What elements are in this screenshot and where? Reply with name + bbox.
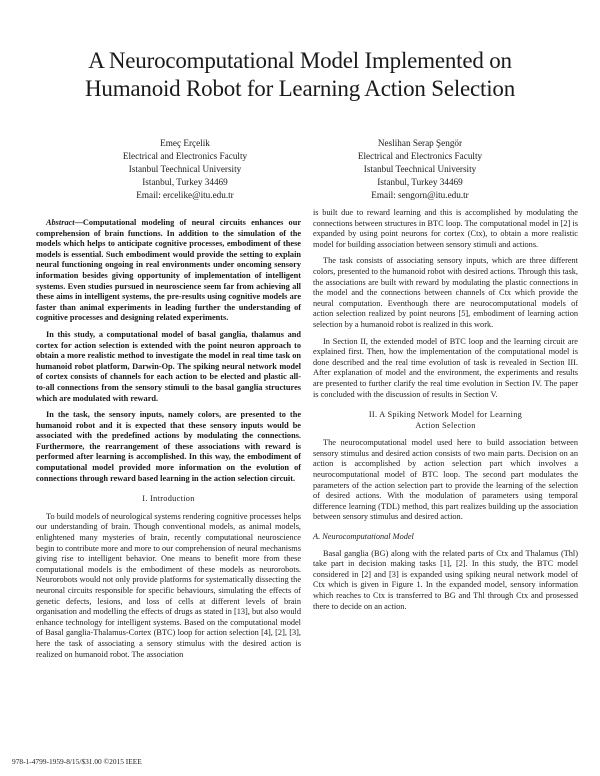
abstract-paragraph-1 <box>36 218 301 324</box>
author-email: Email: ercelike@itu.edu.tr <box>136 190 234 200</box>
author-affiliation: Electrical and Electronics Faculty <box>122 151 248 161</box>
author-block-1 <box>80 137 290 202</box>
right-column <box>313 208 578 612</box>
author-block-2 <box>315 137 525 202</box>
model-paragraph-1: The neurocomputational model used here to build association between sensory stimulus and desired action consists of two main parts. Decision on an action is accomplished by action selection part which involves a neurocomputational model of BTC loop. The second part modulates the parameters of the action selection part to provide the learning of the selection of desired actions. With the modulation of parameters using temporal difference learning (TDL) method, this part realizes building up the association between sensory stimulus and desired action. <box>313 438 578 522</box>
section-heading-line-2: Action Selection <box>415 420 476 430</box>
abstract-paragraph-3: In the task, the sensory inputs, namely colors, are presented to the humanoid robot and it is expected that these sensory inputs would be associated with the predefined actions by modulating the connections. Furthermore, the rearrangement of these associations with reward is performed after learning is accomplished. In this way, the embodiment of computational model provided more information on the evolution of connections through reward based learning in the action selection circuit. <box>36 410 301 483</box>
author-name: Emeç Erçelik <box>160 138 210 148</box>
author-name: Neslihan Serap Şengör <box>377 138 463 148</box>
author-city: Istanbul, Turkey 34469 <box>377 177 463 187</box>
author-university: Istanbul Teechnical University <box>363 164 477 174</box>
intro-paragraph-2: is built due to reward learning and this is accomplished by modulating the connections between structures in BTC loop. The computational model in [2] is expanded by using point neurons for cortex (Ctx), to obtain a more realistic model for building association between sensory stimuli and actions. <box>313 208 578 249</box>
abstract-paragraph-2: In this study, a computational model of basal ganglia, thalamus and cortex for action selection is extended with the point neuron approach to obtain a more realistic method to investigate the model in real time task on humanoid robot platform, Darwin-Op. The spiking neural network model of cortex consists of channels for each action to be elected and plastic all-to-all connections from the sensory stimuli to the basal ganglia structures which are modulated with reward. <box>36 329 301 403</box>
copyright-footer: 978-1-4799-1959-8/15/$31.00 ©2015 IEEE <box>12 757 142 766</box>
author-email: Email: sengorn@itu.edu.tr <box>371 190 469 200</box>
author-affiliation: Electrical and Electronics Faculty <box>357 151 483 161</box>
abstract-lead: Abstract <box>46 218 75 227</box>
section-heading-model <box>313 410 578 431</box>
section-heading-line-1: II. A Spiking Network Model for Learning <box>368 410 523 420</box>
left-column <box>36 218 301 660</box>
author-city: Istanbul, Turkey 34469 <box>142 177 228 187</box>
model-paragraph-2: Basal ganglia (BG) along with the related parts of Ctx and Thalamus (Thl) take part in decision making tasks [1], [2]. In this study, the BTC model considered in [2] and [3] is expanded using spiking neural network model of Ctx which is given in Figure 1. In the expanded model, sensory information which reaches to Ctx is transferred to BG and Thl through Ctx and prosessed there to decide on an action. <box>313 548 578 611</box>
intro-paragraph-3: The task consists of associating sensory inputs, which are three different colors, presented to the humanoid robot with desired actions. Through this task, the associations are built with reward by modulating the plastic connections in the model and the connections between channels of Ctx which provide the neural computation. Eventhough there are neurocomputational models of action selection realized by point neurons [5], embodiment of learning action selection by a humanoid robot is realized in this work. <box>313 256 578 329</box>
section-heading-introduction: I. Introduction <box>142 494 195 504</box>
author-university: Istanbul Teechnical University <box>128 164 242 174</box>
subsection-heading: A. Neurocomputational Model <box>313 532 414 542</box>
abstract-text: —Computational modeling of neural circuits enhances our comprehension of brain functions. In addition to the simulation of the models which helps to anticipate cognitive processes, embodiment of these models is essential. Such embodiment would provide the setting to explain neural functioning ongoing in real environments under oncoming sensory information besides giving opportunity of implementation of intelligent systems. Even studies pursued in neuroscience seem far from achieving all these aims in intelligent systems, the pre-results using cognitive models are faster than animal experiments in leading further the understanding of cognitive processes and designing related experiments. <box>36 218 301 323</box>
intro-paragraph-1: To build models of neurological systems rendering cognitive processes helps our understanding of brain. Though conventional models, as animal models, enlightened many mysteries of brain, recently computational neuroscience begin to contribute more and more to our comprehension of neural mechanisms giving rise to intelligent behavior. One means to benefit more from these computational models is the embodiment of these models as neurorobots. Neurorobots would not only provide platforms for systematically dissecting the neuronal circuits responsible for specific behaviours, simulating the effects of genetic defects, lesions, and loss of cells at different levels of brain organisation and modelling the effects of drugs as stated in [13], but also would enhance technology for intelligent systems. Based on the computational model of Basal ganglia-Thalamus-Cortex (BTC) loop for action selection [4], [2], [3], here the task of associating a sensory stimulus with the desired action is realized on humanoid robot. The association <box>36 511 301 659</box>
paper-title: A Neurocomputational Model Implemented on Humanoid Robot for Learning Action Selection <box>84 48 516 101</box>
intro-paragraph-4: In Section II, the extended model of BTC loop and the learning circuit are explained first. Then, how the implementation of the computational model is done described and the real time evolution of task is revealed in Section III. After explanation of model and the environment, the experiments and results are presented to further clarify the real time evolution in Section IV. The paper is concluded with the discussion of results in Section V. <box>313 336 578 399</box>
